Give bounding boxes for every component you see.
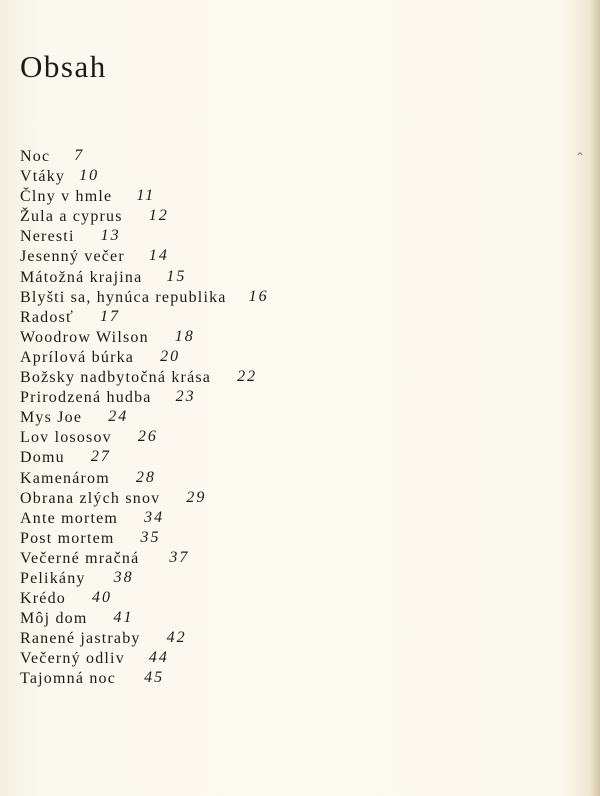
toc-entry <box>20 147 269 167</box>
entry-page-number: 26 <box>137 428 158 446</box>
entry-title: Krédo <box>20 590 66 608</box>
entry-title: Večerný odliv <box>20 650 125 668</box>
entry-page-number: 16 <box>248 287 269 305</box>
entry-page-number: 12 <box>148 207 169 225</box>
toc-entry <box>20 549 269 569</box>
entry-page-number: 17 <box>100 307 121 325</box>
entry-page-number: 24 <box>108 408 129 426</box>
toc-entry <box>20 609 269 629</box>
entry-page-number: 13 <box>100 227 121 245</box>
toc-entry <box>20 288 269 308</box>
toc-entry <box>20 207 269 227</box>
entry-title: Kamenárom <box>20 469 110 487</box>
toc-entry <box>20 167 269 187</box>
entry-page-number: 28 <box>135 468 156 486</box>
entry-title: Večerné mračná <box>20 549 140 567</box>
toc-entry <box>20 509 269 529</box>
entry-page-number: 7 <box>74 147 85 164</box>
toc-entry <box>20 428 269 448</box>
entry-title: Prirodzená hudba <box>20 389 152 407</box>
entry-title: Domu <box>20 449 65 467</box>
entry-title: Žula a cyprus <box>20 208 123 226</box>
toc-entry <box>20 489 269 509</box>
entry-title: Tajomná noc <box>20 670 117 688</box>
entry-title: Woodrow Wilson <box>20 328 149 346</box>
entry-title: Ante mortem <box>20 509 119 527</box>
toc-entry <box>20 469 269 489</box>
toc-entry <box>20 448 269 468</box>
entry-page-number: 14 <box>148 247 169 265</box>
page-title: Obsah <box>20 48 107 84</box>
entry-page-number: 22 <box>237 368 258 386</box>
entry-title: Ranené jastraby <box>20 630 141 648</box>
entry-title: Obrana zlých snov <box>20 489 161 507</box>
toc-entry <box>20 589 269 609</box>
entry-page-number: 44 <box>148 649 169 667</box>
entry-title: Vtáky <box>20 168 66 186</box>
entry-page-number: 29 <box>186 488 207 506</box>
toc-entry <box>20 408 269 428</box>
toc-entry <box>20 629 269 649</box>
toc-entry <box>20 328 269 348</box>
entry-title: Neresti <box>20 228 75 246</box>
toc-entry <box>20 529 269 549</box>
entry-title: Aprílová búrka <box>20 348 135 366</box>
entry-title: Člny v hmle <box>20 188 113 206</box>
toc-entry <box>20 368 269 388</box>
entry-page-number: 45 <box>144 669 165 687</box>
toc-entry <box>20 569 269 589</box>
toc-entry <box>20 268 269 288</box>
toc-entry <box>20 308 269 328</box>
entry-title: Pelikány <box>20 569 86 587</box>
entry-page-number: 18 <box>174 327 195 345</box>
entry-page-number: 40 <box>91 589 112 607</box>
entry-title: Mátožná krajina <box>20 268 143 286</box>
margin-pencil-mark: ⌃ <box>575 150 586 164</box>
entry-page-number: 23 <box>175 388 196 406</box>
entry-title: Mys Joe <box>20 409 83 427</box>
entry-page-number: 35 <box>140 528 161 546</box>
page-edge-shadow <box>590 0 600 796</box>
toc-entry <box>20 348 269 368</box>
entry-page-number: 42 <box>166 629 187 647</box>
entry-page-number: 10 <box>79 167 100 185</box>
entry-page-number: 27 <box>90 448 111 466</box>
toc-entry <box>20 388 269 408</box>
entry-page-number: 38 <box>113 568 134 586</box>
entry-title: Jesenný večer <box>20 248 125 266</box>
entry-title: Blyšti sa, hynúca republika <box>20 288 227 306</box>
entry-title: Božsky nadbytočná krása <box>20 369 212 387</box>
entry-title: Môj dom <box>20 610 88 628</box>
entry-page-number: 41 <box>113 609 134 627</box>
table-of-contents <box>20 147 269 690</box>
entry-page-number: 15 <box>166 267 187 285</box>
entry-page-number: 20 <box>160 347 181 365</box>
entry-page-number: 37 <box>169 548 190 566</box>
entry-page-number: 11 <box>136 187 156 205</box>
entry-page-number: 34 <box>144 508 165 526</box>
toc-entry <box>20 247 269 267</box>
toc-entry <box>20 649 269 669</box>
toc-entry <box>20 227 269 247</box>
entry-title: Radosť <box>20 308 75 326</box>
entry-title: Post mortem <box>20 529 115 547</box>
toc-entry <box>20 669 269 689</box>
toc-entry <box>20 187 269 207</box>
entry-title: Lov lososov <box>20 429 112 447</box>
entry-title: Noc <box>20 148 51 165</box>
